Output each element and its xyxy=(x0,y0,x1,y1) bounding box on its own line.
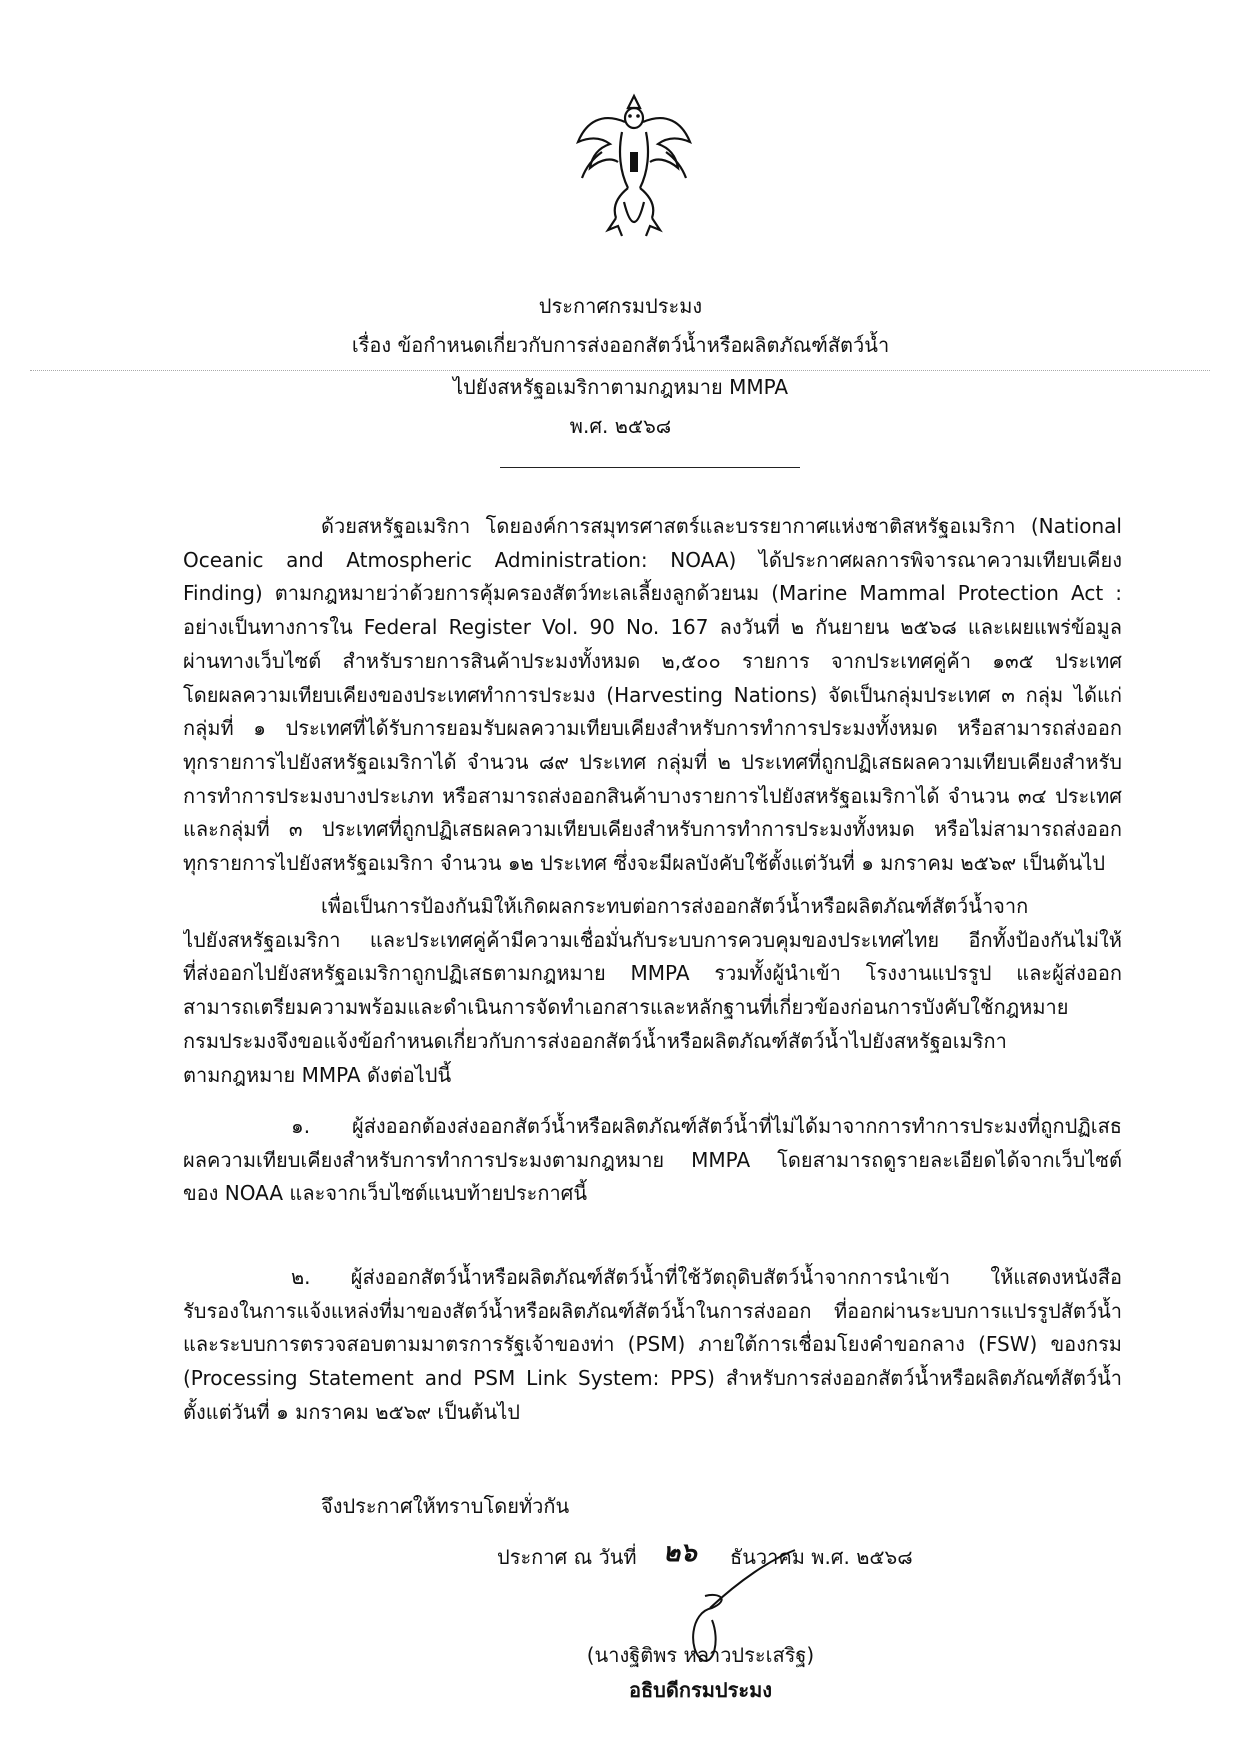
closing-notice: จึงประกาศให้ทราบโดยทั่วกัน xyxy=(321,1494,570,1518)
item2-line: ตั้งแต่วันที่ ๑ มกราคม ๒๕๖๙ เป็นต้นไป xyxy=(183,1399,520,1424)
para1-line: โดยผลความเทียบเคียงของประเทศทำการประมง (Harvesting Nations) จัดเป็นกลุ่มประเทศ ๓ กลุ่ม ได้แก่ xyxy=(183,682,1122,707)
para1-line: อย่างเป็นทางการใน Federal Register Vol. 90 No. 167 ลงวันที่ ๒ กันยายน ๒๕๖๘ และเผยแพร่ข้อมูล xyxy=(183,615,1122,640)
para1-line: ทุกรายการไปยังสหรัฐอเมริกาได้ จำนวน ๘๙ ประเทศ กลุ่มที่ ๒ ประเทศที่ถูกปฏิเสธผลความเทียบเคียงสำหรับ xyxy=(183,749,1122,774)
para1-line: การทำการประมงบางประเภท หรือสามารถส่งออกสินค้าบางรายการไปยังสหรัฐอเมริกาได้ จำนวน ๓๔ ประเทศ xyxy=(183,783,1122,808)
para2-line: ที่ส่งออกไปยังสหรัฐอเมริกาถูกปฏิเสธตามกฎหมาย MMPA รวมทั้งผู้นำเข้า โรงงานแปรรูป และผู้ส่งออก xyxy=(183,961,1122,986)
item2-line: และระบบการตรวจสอบตามมาตรการรัฐเจ้าของท่า (PSM) ภายใต้การเชื่อมโยงคำขอกลาง (FSW) ของกรม xyxy=(183,1332,1122,1357)
para1-line: Finding) ตามกฎหมายว่าด้วยการคุ้มครองสัตว์ทะเลเลี้ยงลูกด้วยนม (Marine Mammal Protection Act : xyxy=(183,581,1122,606)
para1-line: ผ่านทางเว็บไซต์ สำหรับรายการสินค้าประมงทั้งหมด ๒,๕๐๐ รายการ จากประเทศคู่ค้า ๑๓๕ ประเทศ xyxy=(183,648,1122,673)
item1-line: ผลความเทียบเคียงสำหรับการทำการประมงตามกฎหมาย MMPA โดยสามารถดูรายละเอียดได้จากเว็บไซต์ xyxy=(183,1147,1122,1172)
para2-line: ไปยังสหรัฐอเมริกา และประเทศคู่ค้ามีความเชื่อมั่นกับระบบการควบคุมของประเทศไทย อีกทั้งป้องกันไม่ให้ xyxy=(183,927,1122,952)
title-divider xyxy=(500,467,800,468)
para1-line: กลุ่มที่ ๑ ประเทศที่ได้รับการยอมรับผลความเทียบเคียงสำหรับการทำการประมงทั้งหมด หรือสามารถส่งออก xyxy=(183,716,1122,741)
item2-line: (Processing Statement and PSM Link System: PPS) สำหรับการส่งออกสัตว์น้ำหรือผลิตภัณฑ์สัตว์น้ำ xyxy=(183,1366,1122,1391)
handwritten-day: ๒๖ xyxy=(663,1538,697,1568)
date-suffix: ธันวาคม พ.ศ. ๒๕๖๘ xyxy=(730,1545,913,1569)
scan-artifact-dotted-line xyxy=(30,370,1210,371)
subject-line: เรื่อง ข้อกำหนดเกี่ยวกับการส่งออกสัตว์น้ำหรือผลิตภัณฑ์สัตว์น้ำ xyxy=(351,333,890,357)
para1-line: และกลุ่มที่ ๓ ประเทศที่ถูกปฏิเสธผลความเทียบเคียงสำหรับการทำการประมงทั้งหมด หรือไม่สามารถส่งออก xyxy=(183,817,1122,842)
item1-line: ๑. ผู้ส่งออกต้องส่งออกสัตว์น้ำหรือผลิตภัณฑ์สัตว์น้ำที่ไม่ได้มาจากการทำการประมงที่ถูกปฏิเสธ xyxy=(291,1114,1122,1138)
year-line: พ.ศ. ๒๕๖๘ xyxy=(569,414,672,438)
subject-line-continued: ไปยังสหรัฐอเมริกาตามกฎหมาย MMPA xyxy=(452,375,789,399)
para2-line: ตามกฎหมาย MMPA ดังต่อไปนี้ xyxy=(183,1062,452,1087)
announcement-title: ประกาศกรมประมง xyxy=(538,294,703,318)
para2-line: เพื่อเป็นการป้องกันมิให้เกิดผลกระทบต่อการส่งออกสัตว์น้ำหรือผลิตภัณฑ์สัตว์น้ำจาก xyxy=(321,894,1029,918)
signer-title: อธิบดีกรมประมง xyxy=(628,1678,773,1702)
para1-line: ทุกรายการไปยังสหรัฐอเมริกา จำนวน ๑๒ ประเทศ ซึ่งจะมีผลบังคับใช้ตั้งแต่วันที่ ๑ มกราคม ๒๕๖๙ เป็นต้นไป xyxy=(183,851,1106,875)
garuda-emblem-icon xyxy=(572,92,696,248)
para2-line: สามารถเตรียมความพร้อมและดำเนินการจัดทำเอกสารและหลักฐานที่เกี่ยวข้องก่อนการบังคับใช้กฎหมาย xyxy=(183,995,1069,1020)
signer-name: (นางฐิติพร หลาวประเสริฐ) xyxy=(586,1643,815,1667)
para2-line: กรมประมงจึงขอแจ้งข้อกำหนดเกี่ยวกับการส่งออกสัตว์น้ำหรือผลิตภัณฑ์สัตว์น้ำไปยังสหรัฐอเมริกา xyxy=(183,1028,1007,1053)
date-prefix: ประกาศ ณ วันที่ xyxy=(497,1545,637,1569)
item2-line: ๒. ผู้ส่งออกสัตว์น้ำหรือผลิตภัณฑ์สัตว์น้ำที่ใช้วัตถุดิบสัตว์น้ำจากการนำเข้า ให้แสดงหนังสือ xyxy=(291,1265,1122,1289)
item2-line: รับรองในการแจ้งแหล่งที่มาของสัตว์น้ำหรือผลิตภัณฑ์สัตว์น้ำในการส่งออก ที่ออกผ่านระบบการแปรรูปสัตว์น้ำ xyxy=(183,1298,1122,1323)
item1-line: ของ NOAA และจากเว็บไซต์แนบท้ายประกาศนี้ xyxy=(183,1181,588,1206)
para1-line: Oceanic and Atmospheric Administration: NOAA) ได้ประกาศผลการพิจารณาความเทียบเคียง xyxy=(183,547,1122,572)
para1-line: ด้วยสหรัฐอเมริกา โดยองค์การสมุทรศาสตร์และบรรยากาศแห่งชาติสหรัฐอเมริกา (National xyxy=(321,514,1122,538)
